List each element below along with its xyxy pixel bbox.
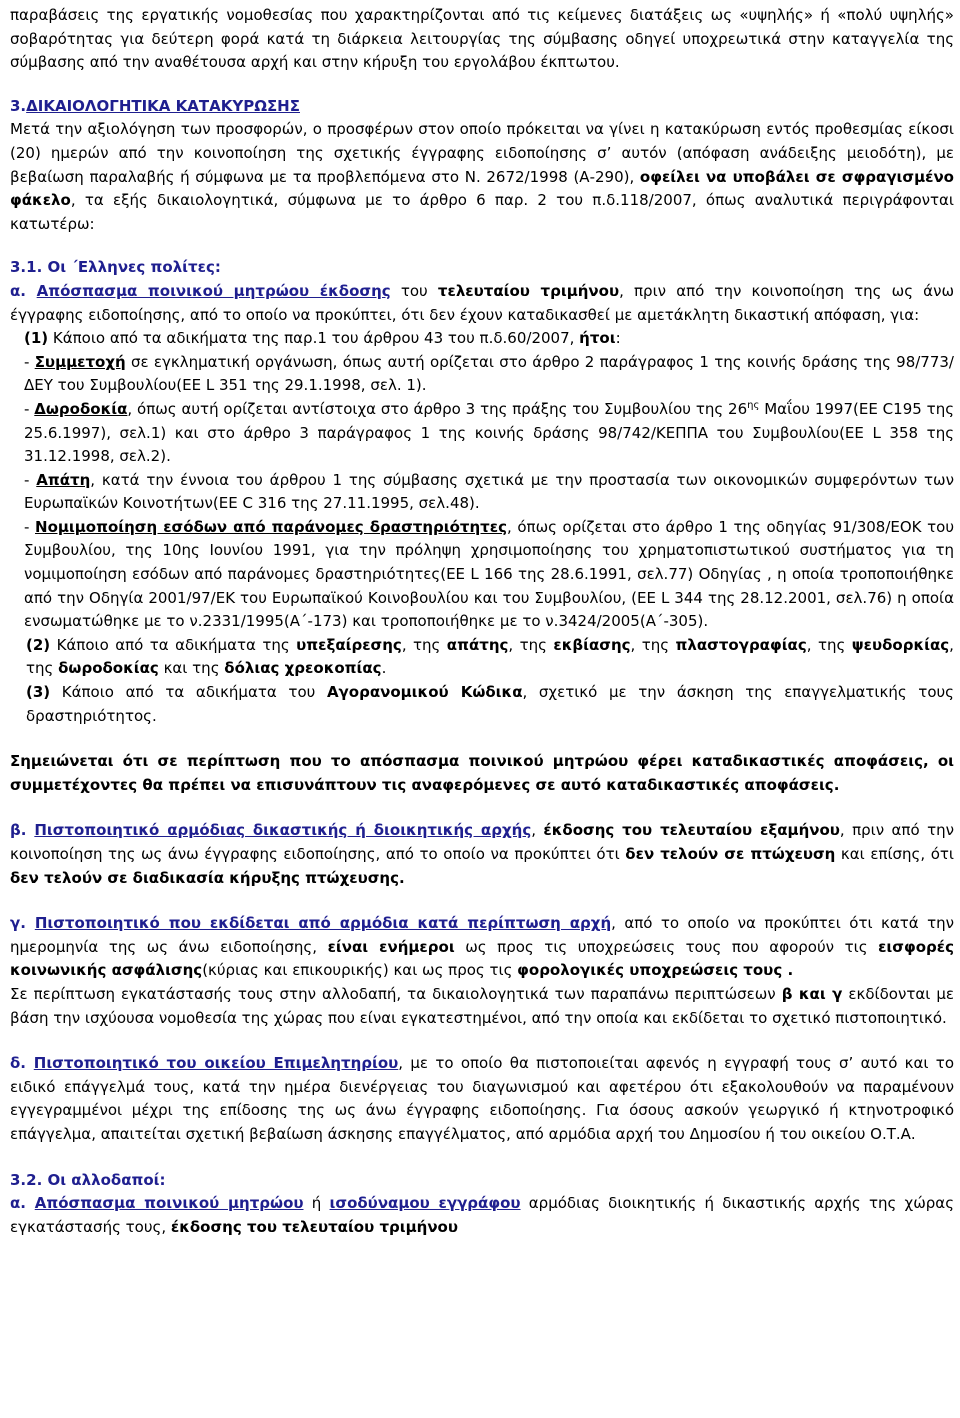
text: , τα εξής δικαιολογητικά, σύμφωνα με το άρθρο 6 παρ. 2 του π.δ.118/2007, όπως αναλυτικά περιγράφονται κατωτέρω: [10, 191, 954, 233]
text: , της [630, 635, 676, 654]
text: , από το οποίο να προκύπτει ότι κατά την ημερομηνία της ως άνω ειδοποίησης, [10, 914, 954, 956]
text: του [390, 281, 438, 300]
text: Κάποιο από τα αδικήματα της [50, 635, 297, 654]
text: , της [508, 635, 554, 654]
item-label: δ. [10, 1054, 34, 1073]
subitem-number: (2) [26, 635, 51, 654]
item-label: γ. [10, 914, 35, 933]
section-3-2-heading: 3.2. Οι αλλοδαποί: [10, 1170, 166, 1189]
bold-text: πλαστογραφίας [675, 635, 807, 654]
subitem-1 [10, 327, 954, 351]
text: . [381, 659, 387, 678]
text: Κάποιο από τα αδικήματα του [50, 683, 327, 702]
bullet-money-laundering [10, 516, 954, 634]
bold-text: τελευταίου τριμήνου [437, 281, 620, 300]
bold-text: Αγορανομικού Κώδικα [326, 683, 523, 702]
text: , της [401, 635, 447, 654]
text: , πριν από την κοινοποίηση της ως άνω έγγραφης ειδοποίησης, από το οποίο να προκύπτει, ότι δεν έχουν καταδικασθεί με αμετάκλητη δικαστική απόφαση, για: [10, 281, 955, 324]
item-title: Πιστοποιητικό που εκδίδεται από αρμόδια κατά περίπτωση αρχή [34, 914, 612, 933]
item-label: β. [10, 821, 35, 840]
bold-text: δόλιας χρεοκοπίας [224, 659, 382, 678]
bold-text: δεν τελούν σε διαδικασία κήρυξης πτώχευσης. [10, 868, 405, 887]
text: Κάποιο από τα αδικήματα της παρ.1 του άρθρου 43 του π.δ.60/2007, [48, 329, 580, 348]
item-title: ισοδύναμου εγγράφου [329, 1194, 521, 1213]
bold-text: φορολογικές υποχρεώσεις τους [517, 961, 783, 980]
item-label: α. [10, 1194, 35, 1213]
text: ή [303, 1194, 330, 1213]
item-c-paragraph-2 [10, 983, 954, 1030]
text: (κύριας και επικουρικής) και ως προς τις [202, 961, 518, 980]
text: , όπως αυτή ορίζεται αντίστοιχα στο άρθρο 3 της πράξης του Συμβουλίου της 26 [127, 399, 748, 418]
text: , κατά την έννοια του άρθρου 1 της σύμβασης σχετικά με την προστασία των οικονομικών συμφερόντων των Ευρωπαϊκών Κοινοτήτων(ΕΕ C 316 της 27.11.1995, σελ.48). [24, 470, 954, 513]
bold-text: δεν τελούν σε πτώχευση [625, 845, 836, 863]
item-a-paragraph [10, 280, 954, 327]
bold-text: δωροδοκίας [58, 659, 159, 678]
bold-text: απάτης [446, 635, 509, 654]
item-label: α. [10, 281, 37, 300]
dash: - [24, 399, 35, 418]
section-3-1-heading: 3.1. Οι ΄Ελληνες πολίτες: [10, 258, 221, 277]
subitem-2 [10, 634, 954, 681]
bold-text: εκβίασης [553, 635, 631, 654]
text: Μετά την αξιολόγηση των προσφορών, ο προσφέρων στον οποίο πρόκειται να γίνει η κατακύρωση εντός προθεσμίας είκοσι (20) ημερών από την κοινοποίηση της σχετικής έγγραφης ειδοποίησης σ’ αυτόν (απόφαση ανάδειξης μειοδότη), με βεβαίωση παραλαβής ή σύμφωνα με τα προβλεπόμενα στο Ν. 2672/1998 (Α-290), [10, 120, 954, 186]
text: , με το οποίο θα πιστοποιείται αφενός η εγγραφή τους σ’ αυτό και το ειδικό επάγγελμά τους, κατά την ημέρα διενέργειας του διαγωνισμού και αφετέρου ότι εξακολουθούν να παραμένουν εγγεγραμμένοι μέχρι της επίδοσης της ως άνω έγγραφης ειδοποίησης. Για όσους ασκούν γεωργικό ή κτηνοτροφικό επάγγελμα, απαιτείται σχετική βεβαίωση άσκησης επαγγέλματος, από αρμόδια αρχή του Δημοσίου ή του οικείου Ο.Τ.Α. [10, 1054, 954, 1143]
bold-text: είναι ενήμεροι [327, 937, 455, 956]
bold-text: ήτοι [579, 329, 616, 348]
bold-text: έκδοσης του τελευταίου εξαμήνου [543, 821, 840, 840]
section-3-title: ΔΙΚΑΙΟΛΟΓΗΤΙΚΑ ΚΑΤΑΚΥΡΩΣΗΣ [26, 96, 300, 115]
bullet-term: Συμμετοχή [34, 352, 126, 371]
item-title: Πιστοποιητικό του οικείου Επιμελητηρίου [33, 1054, 399, 1073]
bullet-term: Δωροδοκία [34, 399, 128, 418]
item-title: Πιστοποιητικό αρμόδιας δικαστικής ή διοικητικής αρχής [34, 821, 532, 840]
text: και της [158, 659, 225, 678]
text: ως προς τις υποχρεώσεις τους που αφορούν τις [454, 937, 879, 956]
text: Σε περίπτωση εγκατάστασής τους στην αλλοδαπή, τα δικαιολογητικά των παραπάνω περιπτώσεων [10, 984, 782, 1003]
bullet-term: Νομιμοποίηση εσόδων από παράνομες δραστηριότητες [35, 517, 507, 536]
text: : [615, 329, 621, 348]
item-b-paragraph [10, 819, 954, 890]
text: εκδίδονται με βάση την ισχύουσα νομοθεσία της χώρας που είναι εγκατεστημένοι, από την οποία και εκδίδεται το σχετικό πιστοποιητικό. [10, 984, 954, 1027]
dash: - [24, 352, 35, 371]
item-title: Απόσπασμα ποινικού μητρώου έκδοσης [36, 281, 391, 300]
section-3-2-item-a [10, 1192, 954, 1239]
subitem-3 [10, 681, 954, 728]
superscript: ης [747, 399, 760, 411]
bullet-bribery [10, 398, 954, 469]
text: αρμόδιας διοικητικής ή δικαστικής αρχής της χώρας εγκατάστασής τους, [10, 1194, 954, 1236]
text: , [531, 821, 544, 840]
bullet-term: Απάτη [36, 470, 91, 489]
item-c-paragraph [10, 912, 954, 983]
bold-text: εισφορές κοινωνικής ασφάλισης [10, 937, 954, 980]
subitem-number: (3) [26, 683, 51, 702]
bold-text: οφείλει να υποβάλει σε σφραγισμένο φάκελο [10, 167, 954, 210]
bullet-fraud [10, 469, 954, 516]
text: , της [806, 635, 852, 654]
text: , πριν από την κοινοποίηση της ως άνω έγγραφης ειδοποίησης, από το οποίο να προκύπτει ότι [10, 821, 954, 863]
section-3-number: 3. [10, 96, 27, 115]
bold-text: ψευδορκίας [851, 635, 950, 654]
text: σε εγκληματική οργάνωση, όπως αυτή ορίζεται στο άρθρο 2 παράγραφος 1 της κοινής δράσης της 98/773/ΔΕΥ του Συμβουλίου(ΕΕ L 351 της 29.1.1998, σελ. 1). [24, 352, 954, 395]
item-d-paragraph [10, 1052, 954, 1146]
text: , της [26, 635, 954, 678]
bold-text: . [782, 961, 794, 980]
text: Μαΐου 1997(ΕΕ C195 της 25.6.1997), σελ.1) και στο άρθρο 3 παράγραφος 1 της κοινής δράσης 98/742/ΚΕΠΠΑ του Συμβουλίου(ΕΕ L 358 της 31.12.1998, σελ.2). [24, 399, 954, 466]
dash: - [24, 517, 36, 536]
subitem-number: (1) [24, 329, 49, 348]
section-3-body [10, 118, 954, 236]
bold-text: β και γ [781, 984, 843, 1003]
text: και επίσης, ότι [835, 845, 954, 863]
section-3-heading [10, 95, 954, 119]
intro-paragraph: παραβάσεις της εργατικής νομοθεσίας που χαρακτηρίζονται από τις κείμενες διατάξεις ως «υψηλής» ή «πολύ υψηλής» σοβαρότητας για δεύτερη φορά κατά τη διάρκεια λειτουργίας της σύμβασης οδηγεί υποχρεωτικά στην καταγγελία της σύμβασης από την αναθέτουσα αρχή και στην κήρυξη του εργολάβου έκπτωτου. [10, 6, 954, 72]
text: , σχετικό με την άσκηση της επαγγελματικής τους δραστηριότητος. [26, 683, 954, 725]
note-paragraph: Σημειώνεται ότι σε περίπτωση που το απόσπασμα ποινικού μητρώου φέρει καταδικαστικές αποφάσεις, οι συμμετέχοντες θα πρέπει να επισυνάπτουν τις αναφερόμενες σε αυτό καταδικαστικές αποφάσεις. [10, 752, 954, 794]
item-title: Απόσπασμα ποινικού μητρώου [34, 1194, 304, 1213]
bold-text: έκδοσης του τελευταίου τριμήνου [170, 1217, 458, 1236]
dash: - [24, 470, 37, 489]
text: , όπως ορίζεται στο άρθρο 1 της οδηγίας 91/308/ΕΟΚ του Συμβουλίου, της 10ης Ιουνίου 1991, για την πρόληψη χρησιμοποίησης του χρηματοπιστωτικού συστήματος για τη νομιμοποίηση εσόδων από παράνομες δραστηριότητες(ΕΕ L 166 της 28.6.1991, σελ.77) Οδηγίας , η οποία τροποποιήθηκε από την Οδηγία 2001/97/ΕΚ του Ευρωπαϊκού Κοινοβουλίου και του Συμβουλίου, (ΕΕ L 344 της 28.12.2001, σελ.76) η οποία ενσωματώθηκε με το ν.2331/1995(Α΄-173) και τροποποιήθηκε με το ν.3424/2005(Α΄-305). [24, 517, 954, 631]
bold-text: υπεξαίρεσης [296, 635, 402, 654]
bullet-participation [10, 351, 954, 398]
